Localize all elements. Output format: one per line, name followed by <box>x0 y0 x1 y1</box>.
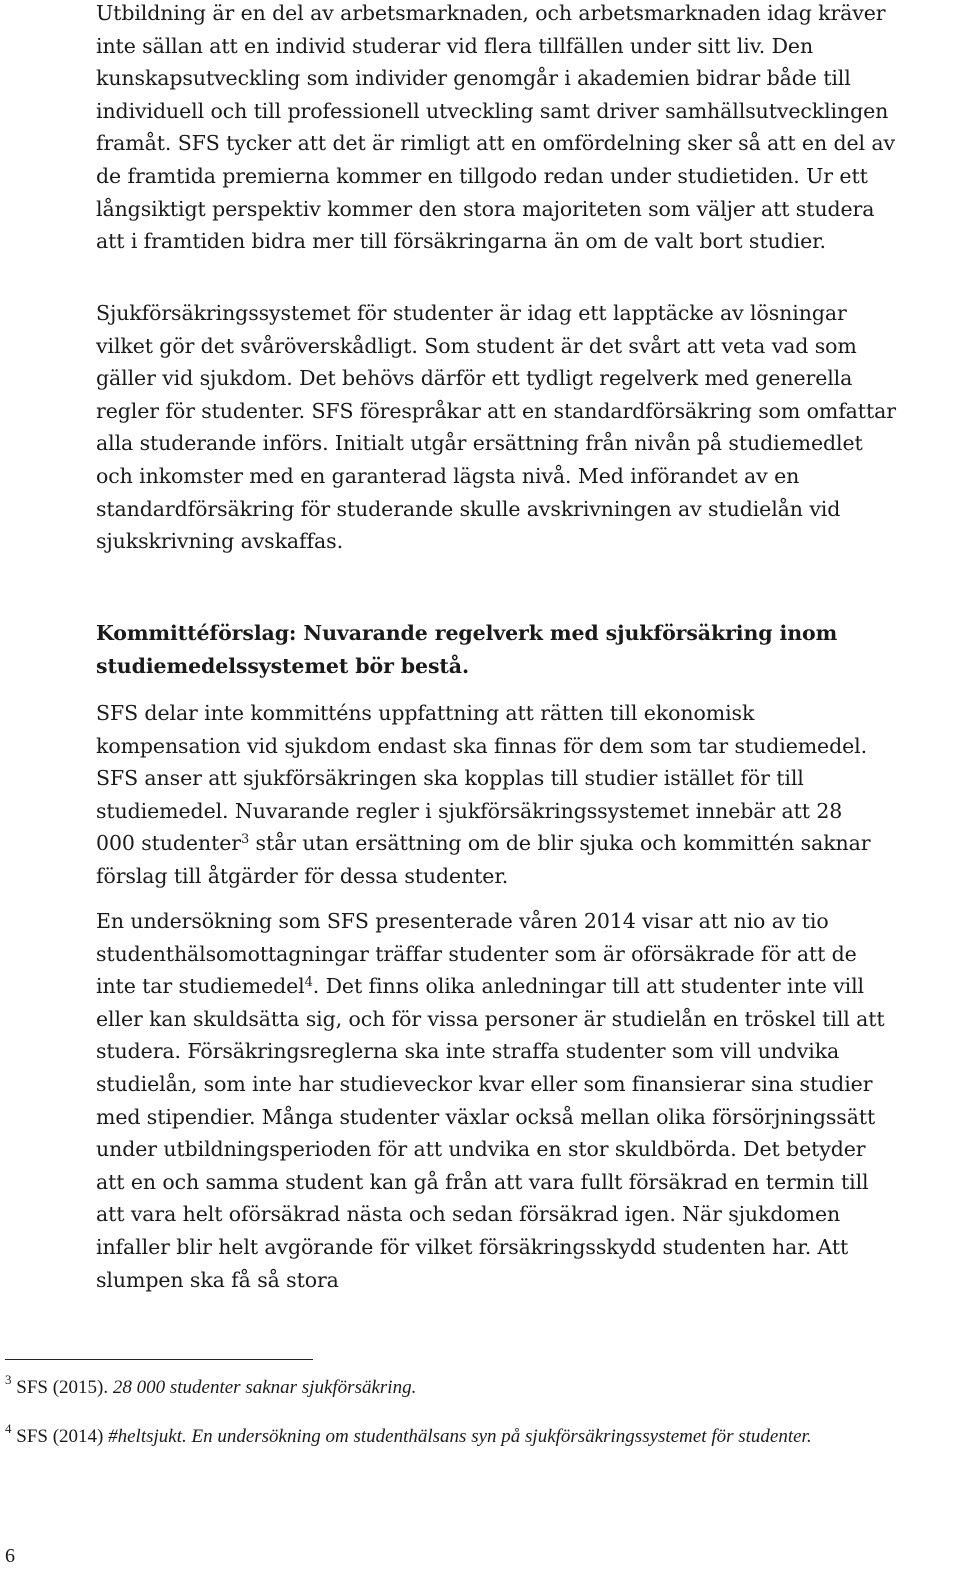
paragraph: Sjukförsäkringssystemet för studenter är idag ett lapptäcke av lösningar vilket gör det svåröverskådligt. Som student är det svårt att veta vad som gäller vid sjukdom. Det behövs därför ett tydligt regelverk med generella regler för studenter. SFS förespråkar att en standardförsäkring som omfattar alla studerande införs. Initialt utgår ersättning från nivån på studiemedlet och inkomster med en garanterad lägsta nivå. Med införandet av en standardförsäkring för studerande skulle avskrivningen av studielån vid sjukskrivning avskaffas. <box>96 301 896 554</box>
paragraph <box>96 697 886 893</box>
paragraph-text: . Det finns olika anledningar till att studenter inte vill eller kan skuldsätta sig, och för vissa personer är studielån en tröskel till att studera. Försäkringsreglerna ska inte straffa studenter som vill undvika studielån, som inte har studieveckor kvar eller som finansierar sina studier med stipendier. Många studenter växlar också mellan olika försörjningssätt under utbildningsperioden för att undvika en stor skuldbörda. Det betyder att en och samma student kan gå från att vara fullt försäkrad en termin till att vara helt oförsäkrad nästa och sedan försäkrad igen. När sjukdomen infaller blir helt avgörande för vilket försäkringsskydd studenten har. Att slumpen ska få så stora <box>96 974 885 1292</box>
footnote-number: 3 <box>5 1372 12 1387</box>
footnote-separator <box>5 1359 313 1360</box>
paragraph-text: En undersökning som SFS presenterade våren 2014 visar att nio av tio studenthälsomottagningar träffar studenter som är oförsäkrade för att de inte tar studiemedel <box>96 909 857 999</box>
footnote <box>5 1421 955 1450</box>
footnote-source: SFS (2015). <box>11 1377 113 1398</box>
paragraph-text: SFS delar inte kommitténs uppfattning att rätten till ekonomisk kompensation vid sjukdom endast ska finnas för dem som tar studiemedel. SFS anser att sjukförsäkringen ska kopplas till studier istället för till studiemedel. Nuvarande regler i sjukförsäkringssystemet innebär att 28 000 studenter <box>96 701 868 856</box>
footnote-number: 4 <box>5 1421 12 1436</box>
footnote-source: SFS (2014) <box>11 1426 109 1447</box>
page-number: 6 <box>5 1545 15 1567</box>
footnote-ref[interactable]: 3 <box>240 832 250 848</box>
paragraph-text: står utan ersättning om de blir sjuka och kommittén saknar förslag till åtgärder för dessa studenter. <box>96 831 871 888</box>
footnote-title: #heltsjukt. En undersökning om studenthälsans syn på sjukförsäkringssystemet för studenter. <box>108 1426 812 1447</box>
section-heading: Kommittéförslag: Nuvarande regelverk med sjukförsäkring inom studiemedelssystemet bör bestå. <box>96 621 838 678</box>
footnote-title: 28 000 studenter saknar sjukförsäkring. <box>112 1377 417 1398</box>
footnote-ref[interactable]: 4 <box>304 975 313 991</box>
paragraph <box>96 905 886 1296</box>
footnote <box>5 1372 955 1401</box>
paragraph: Utbildning är en del av arbetsmarknaden, och arbetsmarknaden idag kräver inte sällan att en individ studerar vid flera tillfällen under sitt liv. Den kunskapsutveckling som individer genomgår i akademien bidrar både till individuell och till professionell utveckling samt driver samhällsutvecklingen framåt. SFS tycker att det är rimligt att en omfördelning sker så att en del av de framtida premierna kommer en tillgodo redan under studietiden. Ur ett långsiktigt perspektiv kommer den stora majoriteten som väljer att studera att i framtiden bidra mer till försäkringarna än om de valt bort studier. <box>96 1 896 254</box>
